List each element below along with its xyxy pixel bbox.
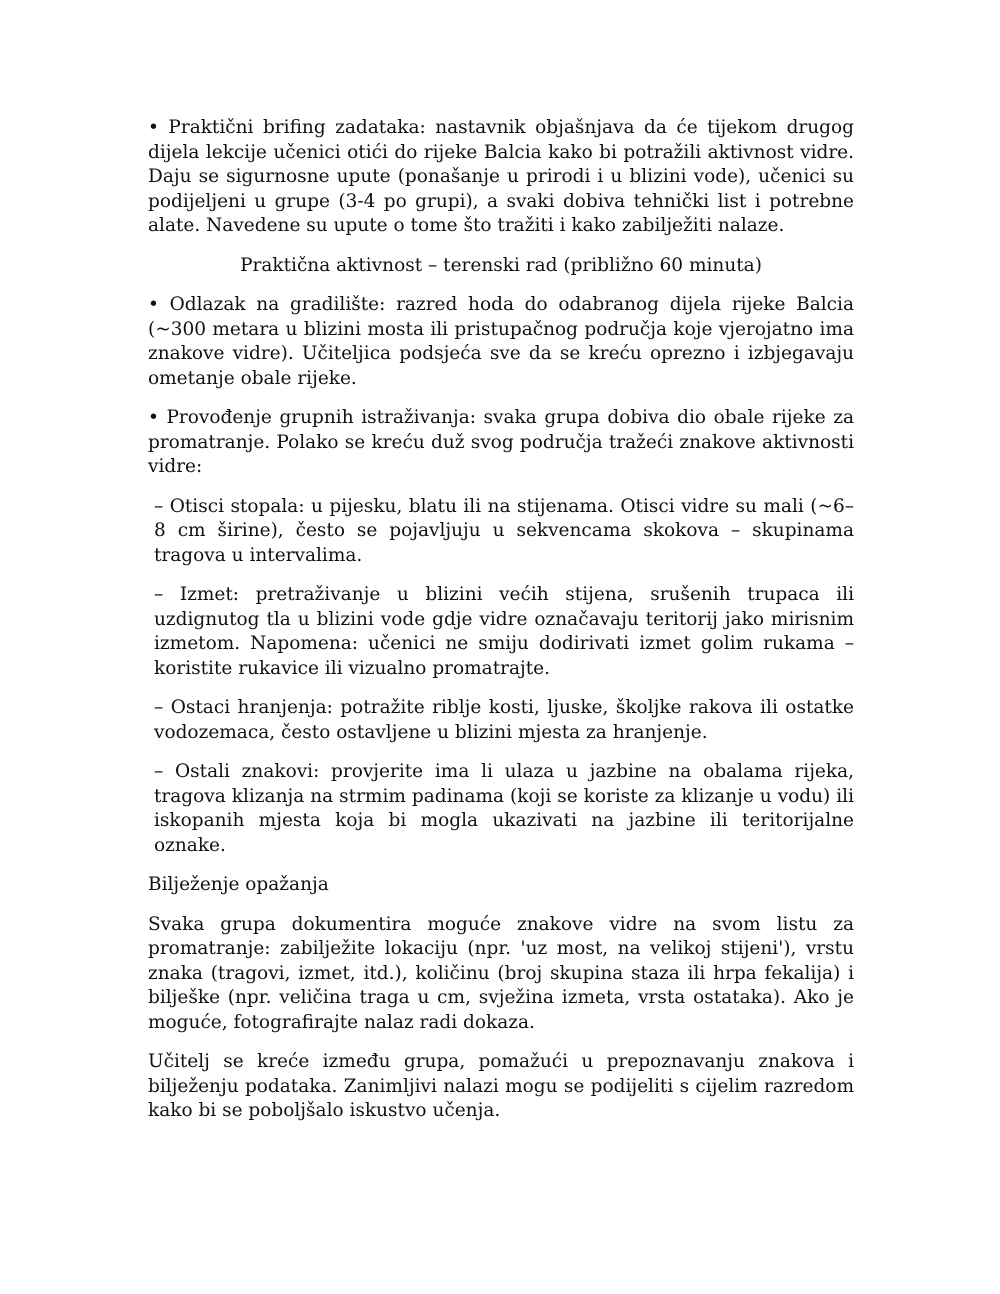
section-heading-field-work: Praktična aktivnost – terenski rad (približno 60 minuta)	[240, 254, 762, 276]
paragraph-briefing: • Praktični brifing zadataka: nastavnik objašnjava da će tijekom drugog dijela lekcije učenici otići do rijeke Balcia kako bi potražili aktivnost vidre. Daju se sigurnosne upute (ponašanje u prirodi i u blizini vode), učenici su podijeljeni u grupe (3-4 po grupi), a svaki dobiva tehnički list i potrebne alate. Navedene su upute o tome što tražiti i kako zabilježiti nalaze.	[148, 117, 854, 236]
paragraph-footprints: – Otisci stopala: u pijesku, blatu ili na stijenama. Otisci vidre su mali (~6–8 cm širine), često se pojavljuju u sekvencama skokova – skupinama tragova u intervalima.	[154, 495, 854, 566]
paragraph-teacher-role: Učitelj se kreće između grupa, pomažući u prepoznavanju znakova i bilježenju podataka. Zanimljivi nalazi mogu se podijeliti s cijelim razredom kako bi se poboljšalo iskustvo učenja.	[148, 1051, 854, 1121]
paragraph-other-signs: – Ostali znakovi: provjerite ima li ulaza u jazbine na obalama rijeka, tragova klizanja na strmim padinama (koji se koriste za klizanje u vodu) ili iskopanih mjesta koja bi mogla ukazivati na jazbine ili teritorijalne oznake.	[154, 761, 854, 856]
paragraph-group-research: • Provođenje grupnih istraživanja: svaka grupa dobiva dio obale rijeke za promatranje. Polako se kreću duž svog područja tražeći znakove aktivnosti vidre:	[148, 407, 854, 477]
paragraph-feeding-remains: – Ostaci hranjenja: potražite riblje kosti, ljuske, školjke rakova ili ostatke vodozemaca, često ostavljene u blizini mjesta za hranjenje.	[154, 697, 854, 743]
paragraph-site-departure: • Odlazak na gradilište: razred hoda do odabranog dijela rijeke Balcia (~300 metara u blizini mosta ili pristupačnog područja koje vjerojatno ima znakove vidre). Učiteljica podsjeća sve da se kreću oprezno i izbjegavaju ometanje obale rijeke.	[148, 294, 854, 389]
paragraph-droppings: – Izmet: pretraživanje u blizini većih stijena, srušenih trupaca ili uzdignutog tla u blizini vode gdje vidre označavaju teritorij jako mirisnim izmetom. Napomena: učenici ne smiju dodirivati izmet golim rukama – koristite rukavice ili vizualno promatrajte.	[154, 584, 854, 679]
section-heading-recording: Bilježenje opažanja	[148, 874, 329, 895]
document-page	[148, 116, 854, 1139]
paragraph-documentation: Svaka grupa dokumentira moguće znakove vidre na svom listu za promatranje: zabilježite lokaciju (npr. 'uz most, na velikoj stijeni'), vrstu znaka (tragovi, izmet, itd.), količinu (broj skupina staza ili hrpa fekalija) i bilješke (npr. veličina traga u cm, svježina izmeta, vrsta ostataka). Ako je moguće, fotografirajte nalaz radi dokaza.	[148, 913, 854, 1033]
